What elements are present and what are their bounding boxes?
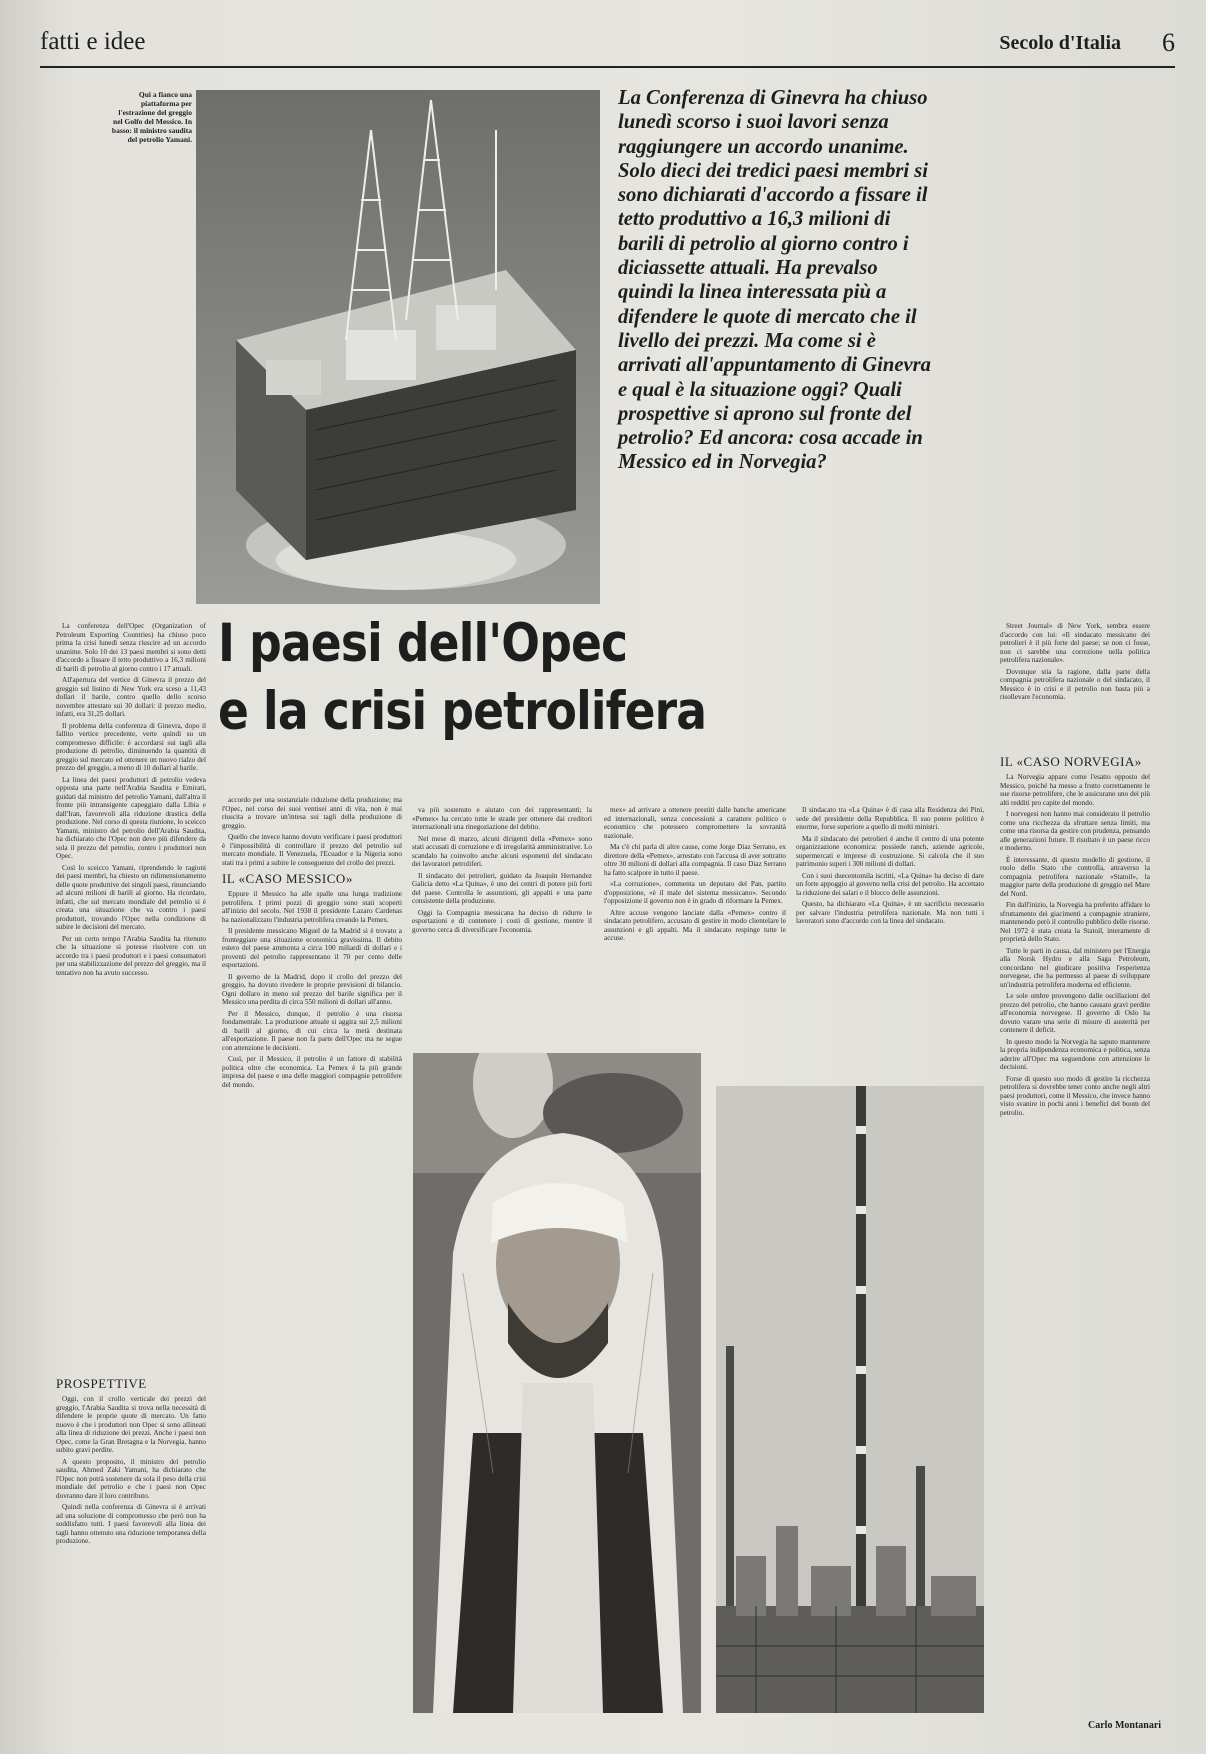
photo-caption: Qui a fianco una piattaforma per l'estrazione del greggio nel Golfo del Messico. In basso: il ministro saudita del petrolio Yamani. xyxy=(111,90,192,144)
paragraph: Quindi nella conferenza di Ginevra si è arrivati ad una soluzione di compromesso che però non ha soddisfatto tutti. I paesi favorevoli alla linea dei tagli hanno ottenuto una riduzione temporanea della produzione. xyxy=(56,1503,206,1545)
paragraph: Così lo sceicco Yamani, riprendendo le ragioni dei paesi membri, ha chiesto un ridimensionamento delle quote produttive dei singoli paesi, rinunciando ad alcuni milioni di barili al giorno. Ha ricordato, infatti, che sul mercato mondiale del petrolio si è creata una situazione che va contro i paesi produttori, trovando l'Opec nella condizione di subire le decisioni del mercato. xyxy=(56,863,206,931)
headline-line-2: e la crisi petrolifera xyxy=(218,681,707,742)
paragraph: La linea dei paesi produttori di petrolio vedeva opposta una parte nell'Arabia Saudita e Emirati, guidati dal ministro del petrolio Yamani, dall'altra il fronte più intransigente capeggiato dalla Libia e dall'Iran, favorevoli alla riduzione drastica della produzione. Nel corso di questa riunione, lo sceicco Yamani, ministro del petrolio dell'Arabia Saudita, ha dichiarato che l'Opec non deve più difendere da sola il prezzo del petrolio, contro i produttori non Opec. xyxy=(56,775,206,860)
paragraph: Quello che invece hanno dovuto verificare i paesi produttori è l'impossibilità di controllare il prezzo del petrolio sul mercato mondiale. Il Venezuela, l'Ecuador e la Nigeria sono stati tra i primi a subire le conseguenze del crollo dei prezzi. xyxy=(222,833,402,867)
paragraph: Dovunque stia la ragione, dalla parte della compagnia petrolifera nazionale o del sindacato, il Messico è in crisi e il petrolio non basta più a risollevare l'economia. xyxy=(1000,667,1150,701)
paragraph: Il problema della conferenza di Ginevra, dopo il fallito vertice precedente, verte quindi su un compromesso difficile: è accordarsi sui tagli alla produzione di petrolio, diminuendo la quantità di greggio sul mercato ed ottenere un nuovo rialzo del prezzo del greggio, a meno di 10 dollari al barile. xyxy=(56,721,206,772)
paragraph: A questo proposito, il ministro del petrolio saudita, Ahmed Zaki Yamani, ha dichiarato che l'Opec non potrà sostenere da sola il peso della crisi mondiale del petrolio e che i paesi non Opec dovranno dare il loro contributo. xyxy=(56,1457,206,1500)
paragraph: Eppure il Messico ha alle spalle una lunga tradizione petrolifera. I primi pozzi di greggio sono stati scoperti all'inizio del secolo. Nel 1938 il presidente Lazaro Cardenas ha nazionalizzato l'industria petrolifera creando la Pemex. xyxy=(222,890,402,924)
headline xyxy=(218,610,786,746)
masthead-rule xyxy=(40,66,1175,68)
article-column-1b xyxy=(56,1372,206,1718)
paragraph: Forse di questo suo modo di gestire la ricchezza petrolifera si dovrebbe tener conto anche negli altri paesi produttori, come il Messico, che invece hanno visto svanire in pochi anni i benefici del boom del petrolio. xyxy=(1000,1074,1150,1117)
subhead-messico: IL «CASO MESSICO» xyxy=(222,871,353,886)
paragraph: Altre accuse vengono lanciate dalla «Pemex» contro il sindacato petrolifero, accusato di gestire in modo clientelare le assunzioni e gli appalti. Ma il sindacato respinge tutte le accuse. xyxy=(604,908,786,942)
paragraph: «La corruzione», commenta un deputato del Pan, partito d'opposizione, «è il male del sistema messicano». Secondo l'opposizione il governo non è in grado di riformare la Pemex. xyxy=(604,880,786,905)
yamani-portrait-photo xyxy=(413,1053,701,1713)
article-column-2 xyxy=(222,796,402,1718)
paragraph: È interessante, di questo modello di gestione, il ruolo dello Stato che controlla, attraverso la compagnia petrolifera nazionale «Statoil», la maggior parte della produzione di greggio nel Mare del Nord. xyxy=(1000,855,1150,898)
paragraph: Il governo de la Madrid, dopo il crollo del prezzo del greggio, ha dovuto rivedere le proprie previsioni di bilancio. Ogni dollaro in meno sul prezzo del barile significa per il Messico una perdita di circa 550 milioni di dollari all'anno. xyxy=(222,972,402,1006)
page-number: 6 xyxy=(1162,28,1175,57)
paragraph: Il sindacato tra «La Quina» è di casa alla Residenza dei Pini, sede del presidente della Repubblica. Il suo potere politico è enorme, forse superiore a quello di molti ministri. xyxy=(796,806,984,831)
paragraph: Tutte le parti in causa, dal ministero per l'Energia alla Norsk Hydro e alla Saga Petroleum, concordano nel giudicare positiva l'esperienza norvegese, che ha permesso al paese di sviluppare un'industria petrolifera moderna ed efficiente. xyxy=(1000,946,1150,989)
refinery-photo xyxy=(716,1086,984,1713)
paragraph: Ma c'è chi parla di altre cause, come Jorge Diaz Serrano, ex direttore della «Pemex», arrestato con l'accusa di aver sottratto oltre 30 milioni di dollari alla compagnia. Il caso Diaz Serrano ha fatto scalpore in tutto il paese. xyxy=(604,843,786,877)
masthead xyxy=(40,28,1175,64)
paragraph: All'apertura del vertice di Ginevra il prezzo del greggio sul listino di New York era sceso a 11,43 dollari il barile, contro quello dello scorso novembre attestato sui 30 dollari: il prezzo medio, infatti, era 31,25 dollari. xyxy=(56,676,206,718)
paragraph: I norvegesi non hanno mai considerato il petrolio come una ricchezza da sfruttare senza limiti, ma come una risorsa da gestire con prudenza, pensando alle generazioni future. Il risultato è un paese ricco e moderno. xyxy=(1000,810,1150,852)
paragraph: La Norvegia appare come l'esatto opposto del Messico, poiché ha messo a frutto correttamente le sue risorse petrolifere, che le assicurano uno dei più alti redditi pro capite del mondo. xyxy=(1000,773,1150,807)
article-column-6a xyxy=(1000,622,1150,750)
article-column-1 xyxy=(56,622,206,1368)
article-column-5 xyxy=(796,806,984,1076)
section-rubric: fatti e idee xyxy=(40,28,146,55)
paragraph: accordo per una sostanziale riduzione della produzione; ma l'Opec, nel corso dei suoi ventisei anni di vita, non è mai riuscita a trovare un'intesa sui tagli della produzione di greggio. xyxy=(222,796,402,830)
paragraph: Ma il sindacato dei petrolieri è anche il centro di una potente organizzazione economica: possiede ranch, aziende agricole, supermercati e imprese di costruzione. Si calcola che il suo patrimonio superi i 300 milioni di dollari. xyxy=(796,834,984,868)
paragraph: mex» ad arrivare a ottenere prestiti dalle banche americane ed internazionali, senza concessioni a carattere politico o economico che potessero compromettere la sovranità nazionale. xyxy=(604,806,786,840)
paragraph: Oggi la Compagnia messicana ha deciso di ridurre le esportazioni e di contenere i costi di gestione, mentre il governo cerca di diversificare l'economia. xyxy=(412,908,592,934)
paragraph: Per il Messico, dunque, il petrolio è una risorsa fondamentale. La produzione attuale si aggira sui 2,5 milioni di barili al giorno, di cui circa la metà destinata all'esportazione. Il paese non fa parte dell'Opec ma ne segue con attenzione le decisioni. xyxy=(222,1009,402,1052)
paragraph: In questo modo la Norvegia ha saputo mantenere la propria indipendenza economica e politica, senza aderire all'Opec ma seguendone con attenzione le decisioni. xyxy=(1000,1037,1150,1071)
paragraph: La conferenza dell'Opec (Organization of Petroleum Exporting Countries) ha chiuso poco prima la crisi lunedì senza riuscire ad un accordo unanime. Solo 10 dei 13 paesi membri si sono detti d'accordo a fissare il tetto produttivo a 16,3 milioni di barili di petrolio al giorno contro i 17 attuali. xyxy=(56,622,206,673)
article-column-4 xyxy=(604,806,786,1074)
paragraph: Così, per il Messico, il petrolio è un fattore di stabilità politica oltre che economica. La Pemex è la più grande impresa del paese e una delle maggiori compagnie petrolifere del mondo. xyxy=(222,1055,402,1089)
paragraph: Con i suoi duecentomila iscritti, «La Quina» ha deciso di dare un forte appoggio al governo nella crisi del petrolio. Ha accettato la riduzione dei salari e il blocco delle assunzioni. xyxy=(796,871,984,897)
subhead-prospettive: PROSPETTIVE xyxy=(56,1376,147,1391)
article-column-3 xyxy=(412,806,592,1046)
paragraph: Oggi, con il crollo verticale dei prezzi del greggio, l'Arabia Saudita si trova nella necessità di difendere le proprie quote di mercato. Un fatto nuovo è che i produttori non Opec si sono allineati alla linea di riduzione dei prezzi. Anche i paesi non Opec, come la Gran Bretagna e la Norvegia, hanno subito gravi perdite. xyxy=(56,1395,206,1454)
subhead-norvegia: IL «CASO NORVEGIA» xyxy=(1000,754,1142,769)
paragraph: Questo, ha dichiarato «La Quina», è un sacrificio necessario per salvare l'industria petrolifera nazionale. Ma non tutti i lavoratori sono d'accordo con la linea del sindacato. xyxy=(796,900,984,925)
paragraph: Il presidente messicano Miguel de la Madrid si è trovato a fronteggiare una situazione economica gravissima. Il debito estero del paese ammonta a circa 100 miliardi di dollari e i proventi del petrolio rappresentano il 70 per cento delle esportazioni. xyxy=(222,927,402,969)
paragraph: Fin dall'inizio, la Norvegia ha preferito affidare lo sfruttamento dei giacimenti a compagnie straniere, mantenendo però il controllo pubblico delle risorse. Nel 1972 è stata creata la Statoil, interamente di proprietà dello Stato. xyxy=(1000,901,1150,943)
lead-paragraph: La Conferenza di Ginevra ha chiuso lunedì scorso i suoi lavori senza raggiungere un accordo unanime. Solo dieci dei tredici paesi membri si sono dichiarati d'accordo a fissare il tetto produttivo a 16,3 milioni di barili di petrolio al giorno contro i diciassette attuali. Ha prevalso quindi la linea interessata più a difendere le quote di mercato che il livello dei prezzi. Ma come si è arrivati all'appuntamento di Ginevra e qual è la situazione oggi? Quali prospettive si aprono sul fronte del petrolio? Ed ancora: cosa accade in Messico ed in Norvegia? xyxy=(618,87,931,474)
newspaper-name: Secolo d'Italia xyxy=(999,32,1121,54)
paragraph: Per un certo tempo l'Arabia Saudita ha ritenuto che la situazione si potesse risolvere con un accordo tra i paesi produttori e i paesi consumatori per una stabilizzazione del prezzo del greggio, ma il tentativo non ha avuto successo. xyxy=(56,934,206,977)
oil-platform-photo xyxy=(196,90,600,604)
paragraph: Nel mese di marzo, alcuni dirigenti della «Pemex» sono stati accusati di corruzione e di irregolarità amministrative. Lo scandalo ha coinvolto anche alcuni esponenti del sindacato dei lavoratori petroliferi. xyxy=(412,834,592,868)
author-signature: Carlo Montanari xyxy=(1088,1720,1162,1731)
paragraph: va più sostenuto e aiutato con dei rappresentanti; la «Pemex» ha cercato tutte le strade per ottenere dai creditori internazionali una rinegoziazione del debito. xyxy=(412,806,592,831)
article-column-6b xyxy=(1000,750,1150,1716)
paragraph: Le sole ombre provengono dalle oscillazioni del prezzo del petrolio, che hanno causato gravi perdite all'economia norvegese. Il governo di Oslo ha dovuto varare una serie di misure di austerità per contenere il deficit. xyxy=(1000,992,1150,1034)
paragraph: Street Journal» di New York, sembra essere d'accordo con lui: «Il sindacato messicano dei petrolieri è il più forte del paese; se non ci fosse, non ci sarebbe una correzione nella politica petrolifera nazionale». xyxy=(1000,622,1150,664)
paragraph: Il sindacato dei petrolieri, guidato da Joaquin Hernandez Galicia detto «La Quina», è uno dei centri di potere più forti del paese. Controlla le assunzioni, gli appalti e una parte consistente della produzione. xyxy=(412,871,592,905)
headline-line-1: I paesi dell'Opec xyxy=(218,613,628,674)
